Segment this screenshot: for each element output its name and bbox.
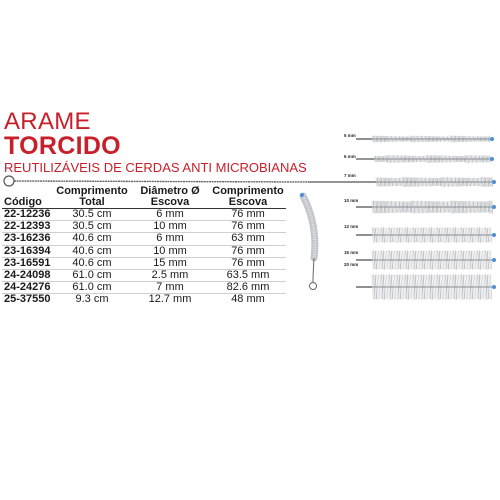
brush-image xyxy=(356,250,496,270)
brush-label: 7 mm xyxy=(344,173,356,178)
title-arame: ARAME xyxy=(4,108,91,135)
cell-code: 24-24276 xyxy=(2,282,54,294)
cell-diameter: 2.5 mm xyxy=(130,270,210,282)
cell-brush: 82.6 mm xyxy=(210,282,286,294)
cell-length: 30.5 cm xyxy=(54,221,130,233)
cell-diameter: 6 mm xyxy=(130,233,210,245)
brush-label: 6 mm xyxy=(344,154,356,159)
cell-code: 23-16591 xyxy=(2,257,54,269)
header-brush-length: Comprimento Escova xyxy=(212,185,284,208)
cell-brush: 63.5 mm xyxy=(210,270,286,282)
cell-length: 30.5 cm xyxy=(72,208,112,220)
cell-diameter: 6 mm xyxy=(156,208,184,220)
cell-length: 40.6 cm xyxy=(54,245,130,257)
brush-image xyxy=(376,177,496,187)
cell-diameter: 10 mm xyxy=(130,221,210,233)
brush-image xyxy=(356,136,494,143)
brush-image xyxy=(356,274,496,300)
cell-brush: 76 mm xyxy=(210,221,286,233)
cell-code: 23-16394 xyxy=(2,245,54,257)
cell-brush: 48 mm xyxy=(210,294,286,306)
cell-brush: 76 mm xyxy=(210,245,286,257)
cell-code: 22-12393 xyxy=(2,221,54,233)
brush-label: 12 mm xyxy=(344,224,359,229)
brush-image xyxy=(356,227,496,243)
brush-label: 10 mm xyxy=(344,198,359,203)
brush-label: 20 mm xyxy=(344,262,359,267)
curved-brush-image xyxy=(300,193,317,290)
header-diameter: Diâmetro Ø Escova xyxy=(140,185,200,208)
brush-image xyxy=(356,201,496,214)
cell-length: 61.0 cm xyxy=(54,270,130,282)
brush-image xyxy=(356,155,494,163)
subtitle: REUTILIZÁVEIS DE CERDAS ANTI MICROBIANAS xyxy=(4,160,307,175)
header-code: Código xyxy=(4,196,42,208)
cell-diameter: 7 mm xyxy=(130,282,210,294)
cell-code: 25-37550 xyxy=(2,294,54,306)
cell-brush: 76 mm xyxy=(231,208,265,220)
cell-brush: 76 mm xyxy=(210,257,286,269)
cell-diameter: 15 mm xyxy=(130,257,210,269)
cell-length: 40.6 cm xyxy=(54,233,130,245)
brush-label: 5 mm xyxy=(344,133,356,138)
cell-length: 40.6 cm xyxy=(54,257,130,269)
title-torcido: TORCIDO xyxy=(4,132,121,160)
cell-code: 23-16236 xyxy=(2,233,54,245)
cell-code: 24-24098 xyxy=(2,270,54,282)
cell-brush: 63 mm xyxy=(210,233,286,245)
cell-diameter: 10 mm xyxy=(130,245,210,257)
cell-length: 61.0 cm xyxy=(54,282,130,294)
cell-code: 22-12236 xyxy=(4,208,51,220)
cell-diameter: 12.7 mm xyxy=(130,294,210,306)
brush-label: 15 mm xyxy=(344,250,359,255)
cell-length: 9.3 cm xyxy=(54,294,130,306)
header-length: Comprimento Total xyxy=(56,185,128,208)
